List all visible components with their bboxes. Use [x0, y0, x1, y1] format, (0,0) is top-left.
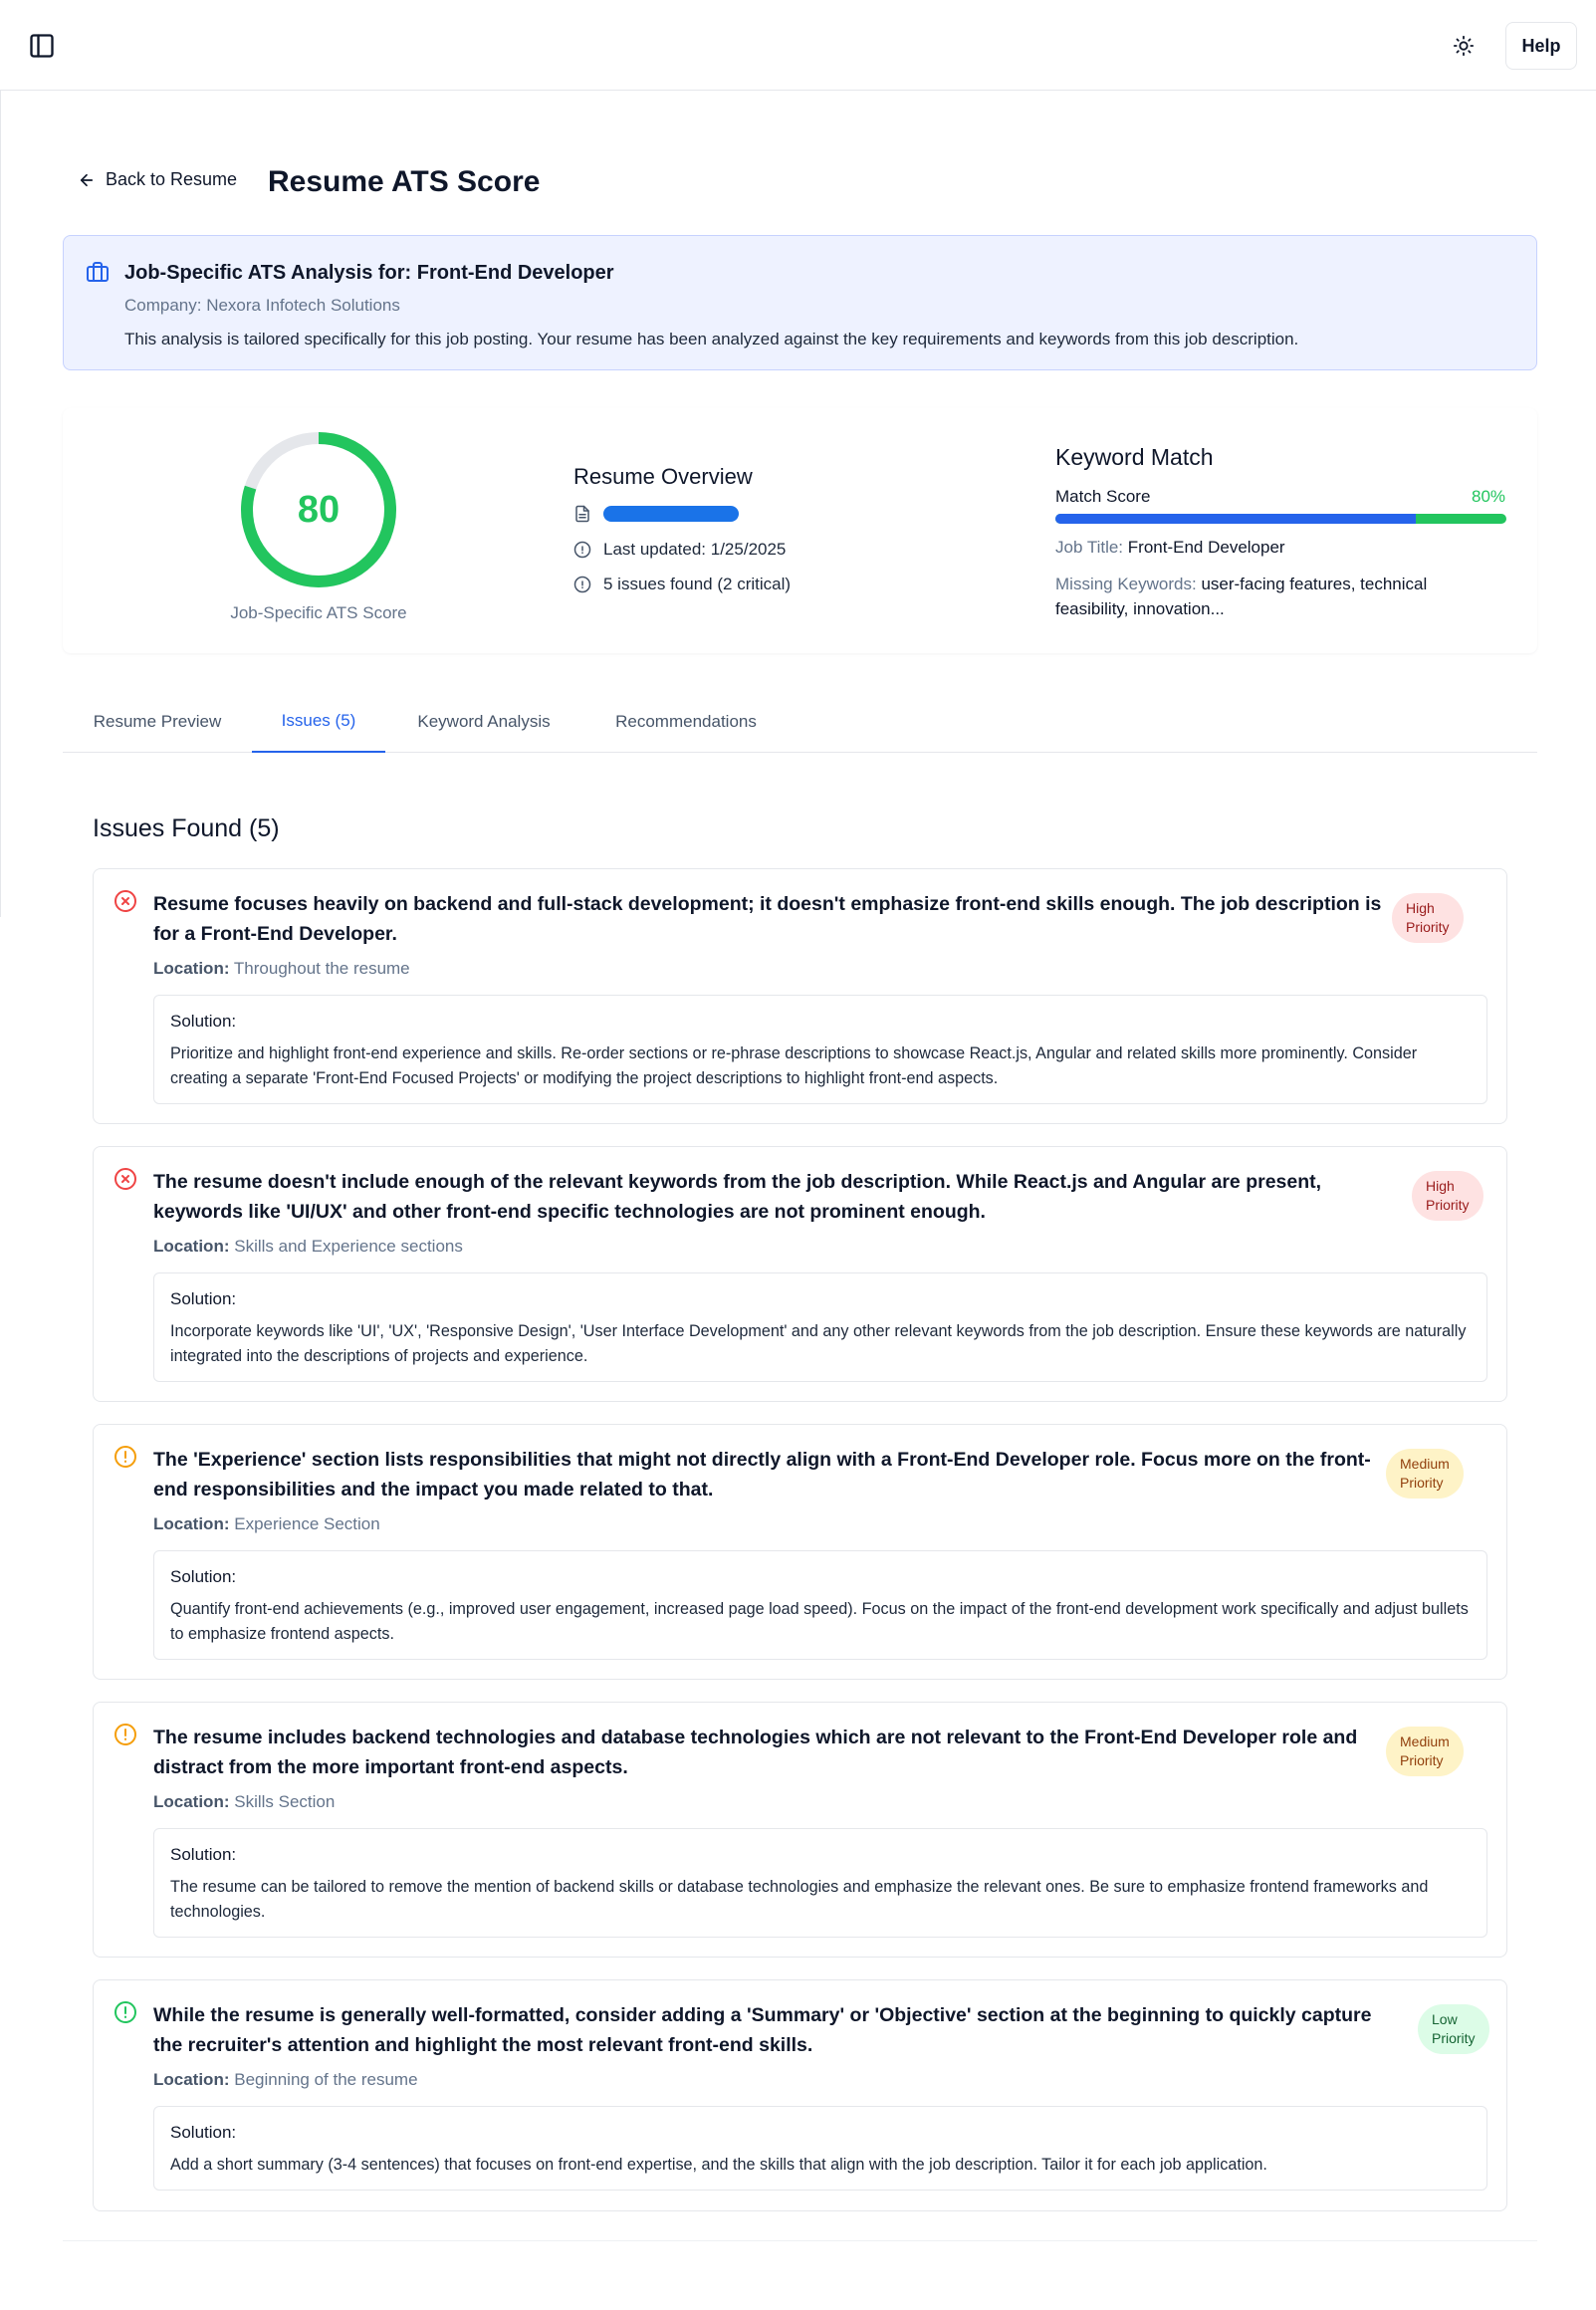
last-updated-text: Last updated: 1/25/2025	[603, 540, 787, 559]
issue-location-label: Location:	[153, 1792, 230, 1811]
result-tabs	[63, 691, 1537, 753]
back-to-resume-label: Back to Resume	[106, 169, 238, 189]
back-to-resume-link[interactable]	[78, 169, 237, 190]
x-circle-icon	[114, 889, 137, 913]
alert-circle-icon	[573, 576, 591, 593]
job-title-row	[1055, 538, 1285, 558]
issue-location-value: Skills Section	[234, 1792, 336, 1811]
tab-issues[interactable]: Issues (5)	[252, 691, 385, 753]
sidebar-toggle-icon	[28, 32, 56, 60]
ats-score-label: Job-Specific ATS Score	[230, 603, 407, 622]
issue-location-value: Skills and Experience sections	[234, 1237, 463, 1256]
issues-count-text: 5 issues found (2 critical)	[603, 575, 792, 593]
issue-solution	[153, 995, 1487, 1104]
issue-title: The resume doesn't include enough of the relevant keywords from the job description. While React.js and Angular are present, keywords like 'UI/UX' and other front-end specific technologies are not prominent enough.	[153, 1171, 1322, 1223]
page-title: Resume ATS Score	[268, 165, 541, 198]
priority-badge	[1386, 1449, 1464, 1499]
priority-badge-level: High	[1426, 1178, 1455, 1194]
match-score-label: Match Score	[1055, 487, 1151, 506]
issue-solution	[153, 2106, 1487, 2191]
resume-overview-title: Resume Overview	[573, 464, 753, 489]
keyword-match-title: Keyword Match	[1055, 444, 1214, 470]
top-bar	[0, 0, 1596, 91]
last-updated-row	[573, 540, 786, 560]
briefcase-icon	[86, 260, 110, 284]
priority-badge	[1418, 2004, 1489, 2054]
job-analysis-banner	[63, 235, 1537, 370]
issue-location	[153, 1237, 463, 1257]
issue-title: The resume includes backend technologies and database technologies which are not relevant to the Front-End Developer role and distract from the more important front-end aspects.	[153, 1727, 1358, 1778]
issue-card	[93, 1702, 1507, 1958]
job-analysis-description: This analysis is tailored specifically for this job posting. Your resume has been analyzed against the key requirements and keywords from this job description.	[124, 330, 1299, 348]
solution-label: Solution:	[170, 2123, 237, 2142]
issue-location-label: Location:	[153, 1514, 230, 1533]
priority-badge-suffix: Priority	[1406, 919, 1450, 935]
job-title-value: Front-End Developer	[1127, 538, 1285, 557]
missing-keywords-row	[1055, 572, 1474, 621]
alert-circle-icon	[114, 1723, 137, 1746]
solution-text: Add a short summary (3-4 sentences) that focuses on front-end expertise, and the skills that align with the job description. Tailor it for each job application.	[170, 2156, 1267, 2174]
priority-badge-level: Medium	[1400, 1733, 1450, 1749]
content-bottom-divider	[63, 2240, 1537, 2241]
solution-label: Solution:	[170, 1567, 237, 1586]
issue-card	[93, 1146, 1507, 1402]
issues-heading: Issues Found (5)	[93, 814, 280, 842]
match-score-bar-fill	[1055, 514, 1416, 524]
ats-score-value: 80	[297, 488, 341, 531]
priority-badge-level: Low	[1432, 2011, 1458, 2027]
missing-keywords-label: Missing Keywords:	[1055, 575, 1197, 593]
tab-keyword-analysis[interactable]: Keyword Analysis	[417, 712, 551, 731]
priority-badge-suffix: Priority	[1400, 1475, 1444, 1491]
theme-toggle-button[interactable]	[1444, 28, 1483, 64]
info-circle-icon	[114, 2000, 137, 2024]
job-title-label: Job Title:	[1055, 538, 1124, 557]
solution-text: Quantify front-end achievements (e.g., improved user engagement, increased page load speed). Focus on the impact of the front-end development work specifically and adjust bullets to emphasize frontend aspects.	[170, 1600, 1469, 1643]
issue-solution	[153, 1828, 1487, 1938]
job-analysis-title: Job-Specific ATS Analysis for: Front-End Developer	[124, 262, 614, 284]
solution-text: The resume can be tailored to remove the mention of backend skills or database technologies and emphasize the relevant ones. Be sure to emphasize frontend frameworks and technologies.	[170, 1878, 1429, 1921]
alert-circle-icon	[114, 1445, 137, 1469]
priority-badge-suffix: Priority	[1426, 1197, 1470, 1213]
solution-text: Incorporate keywords like 'UI', 'UX', 'Responsive Design', 'User Interface Development' and any other relevant keywords from the job description. Ensure these keywords are naturally integrated into the descriptions of projects and experience.	[170, 1322, 1467, 1365]
issue-title: Resume focuses heavily on backend and full-stack development; it doesn't emphasize front-end skills enough. The job description is for a Front-End Developer.	[153, 893, 1382, 945]
sidebar-toggle-button[interactable]	[22, 28, 62, 64]
tab-resume-preview[interactable]: Resume Preview	[93, 712, 222, 731]
arrow-left-icon	[78, 171, 96, 189]
info-icon	[573, 541, 591, 559]
priority-badge	[1412, 1171, 1483, 1221]
redacted-filename	[603, 506, 739, 522]
issue-location-value: Beginning of the resume	[234, 2070, 418, 2089]
solution-label: Solution:	[170, 1289, 237, 1308]
tab-recommendations[interactable]: Recommendations	[615, 712, 757, 731]
sun-icon	[1453, 35, 1475, 57]
priority-badge-level: Medium	[1400, 1456, 1450, 1472]
issue-solution	[153, 1550, 1487, 1660]
solution-text: Prioritize and highlight front-end experience and skills. Re-order sections or re-phrase descriptions to showcase React.js, Angular and related skills more prominently. Consider creating a separate 'Front-End Focused Projects' or modifying the project descriptions to highlight front-end aspects.	[170, 1044, 1418, 1087]
issue-location-value: Experience Section	[234, 1514, 380, 1533]
issue-title: The 'Experience' section lists responsibilities that might not directly align with a Front-End Developer role. Focus more on the front-end responsibilities and the impact you made related to that.	[153, 1449, 1371, 1501]
solution-label: Solution:	[170, 1012, 237, 1031]
match-score-bar	[1055, 514, 1506, 524]
issue-solution	[153, 1272, 1487, 1382]
solution-label: Solution:	[170, 1845, 237, 1864]
priority-badge-level: High	[1406, 900, 1435, 916]
match-score-percent: 80%	[1472, 487, 1506, 506]
issue-location	[153, 1792, 335, 1812]
priority-badge	[1386, 1727, 1464, 1776]
sidebar-divider	[0, 91, 1, 917]
resume-filename	[573, 505, 739, 523]
help-button[interactable]: Help	[1505, 22, 1577, 70]
priority-badge-suffix: Priority	[1400, 1752, 1444, 1768]
issue-card	[93, 1979, 1507, 2211]
missing-keywords-value: user-facing features, technical feasibility, innovation...	[1055, 575, 1428, 618]
issue-location-label: Location:	[153, 959, 230, 978]
job-company: Company: Nexora Infotech Solutions	[124, 296, 400, 315]
priority-badge-suffix: Priority	[1432, 2030, 1476, 2046]
issue-location-label: Location:	[153, 2070, 230, 2089]
issue-location	[153, 1514, 380, 1534]
issues-count-row	[573, 575, 791, 594]
issue-title: While the resume is generally well-formatted, consider adding a 'Summary' or 'Objective' section at the beginning to quickly capture the recruiter's attention and highlight the most relevant front-end skills.	[153, 2004, 1372, 2056]
issue-card	[93, 868, 1507, 1124]
file-icon	[573, 505, 591, 523]
issue-location-label: Location:	[153, 1237, 230, 1256]
issue-location	[153, 2070, 418, 2090]
priority-badge	[1392, 893, 1464, 943]
issue-card	[93, 1424, 1507, 1680]
issue-location	[153, 959, 410, 979]
x-circle-icon	[114, 1167, 137, 1191]
issue-location-value: Throughout the resume	[233, 959, 410, 978]
